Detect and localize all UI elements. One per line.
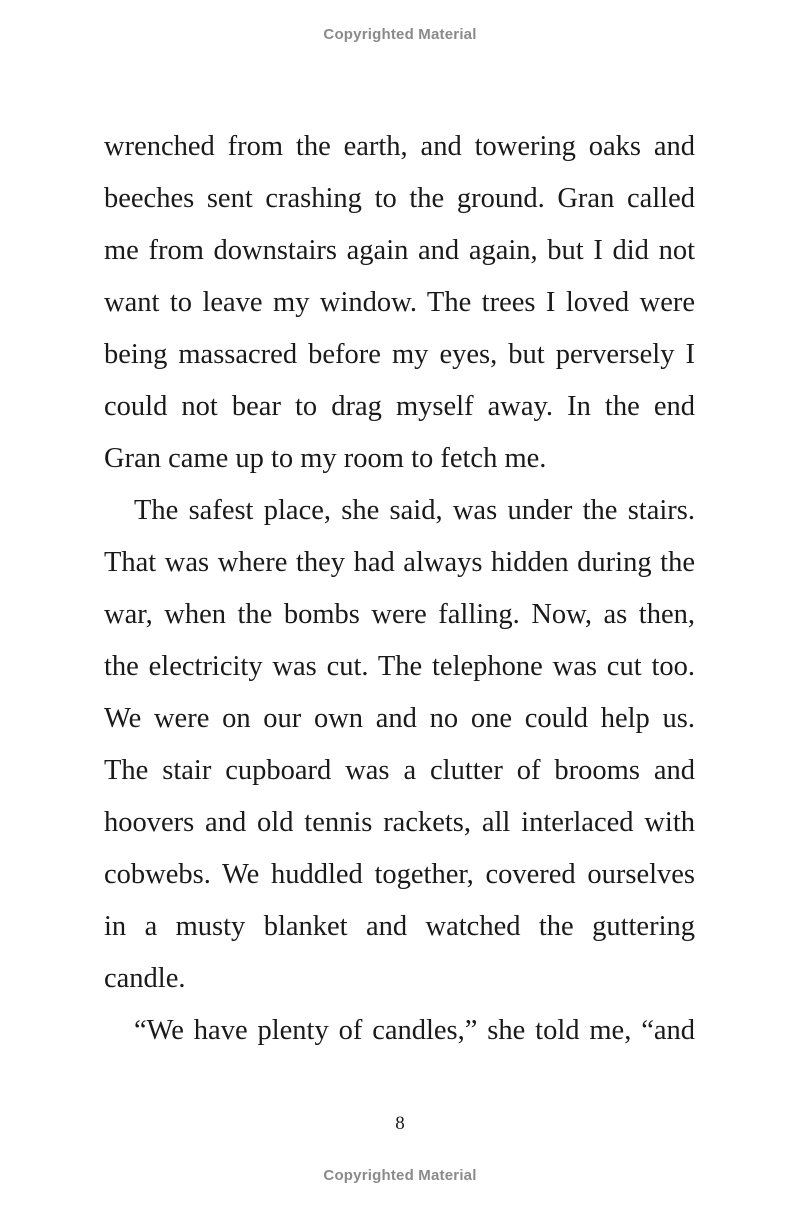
text-line: wrenched from the earth, and towering oaks and (104, 131, 695, 162)
copyright-watermark-bottom: Copyrighted Material (323, 1167, 477, 1184)
body-text (104, 121, 695, 1057)
text-line: “We have plenty of candles,” she told me, “and (134, 1015, 695, 1046)
text-line: being massacred before my eyes, but perversely I (104, 339, 695, 370)
text-line: could not bear to drag myself away. In the end (104, 391, 695, 422)
text-line: The stair cupboard was a clutter of brooms and (104, 755, 695, 786)
text-line: in a musty blanket and watched the guttering (104, 911, 695, 942)
text-line: We were on our own and no one could help us. (104, 703, 695, 734)
text-line: candle. (104, 963, 186, 994)
text-line: me from downstairs again and again, but I did not (104, 235, 695, 266)
text-line: beeches sent crashing to the ground. Gran called (104, 183, 695, 214)
text-line: The safest place, she said, was under the stairs. (134, 495, 695, 526)
text-line: war, when the bombs were falling. Now, as then, (104, 599, 695, 630)
text-line: cobwebs. We huddled together, covered ourselves (104, 859, 695, 890)
text-line: Gran came up to my room to fetch me. (104, 443, 547, 474)
text-line: the electricity was cut. The telephone was cut too. (104, 651, 695, 682)
copyright-watermark-top: Copyrighted Material (323, 26, 477, 43)
text-line: hoovers and old tennis rackets, all interlaced with (104, 807, 695, 838)
text-line: That was where they had always hidden during the (104, 547, 695, 578)
page-number: 8 (395, 1113, 405, 1134)
text-line: want to leave my window. The trees I loved were (104, 287, 695, 318)
